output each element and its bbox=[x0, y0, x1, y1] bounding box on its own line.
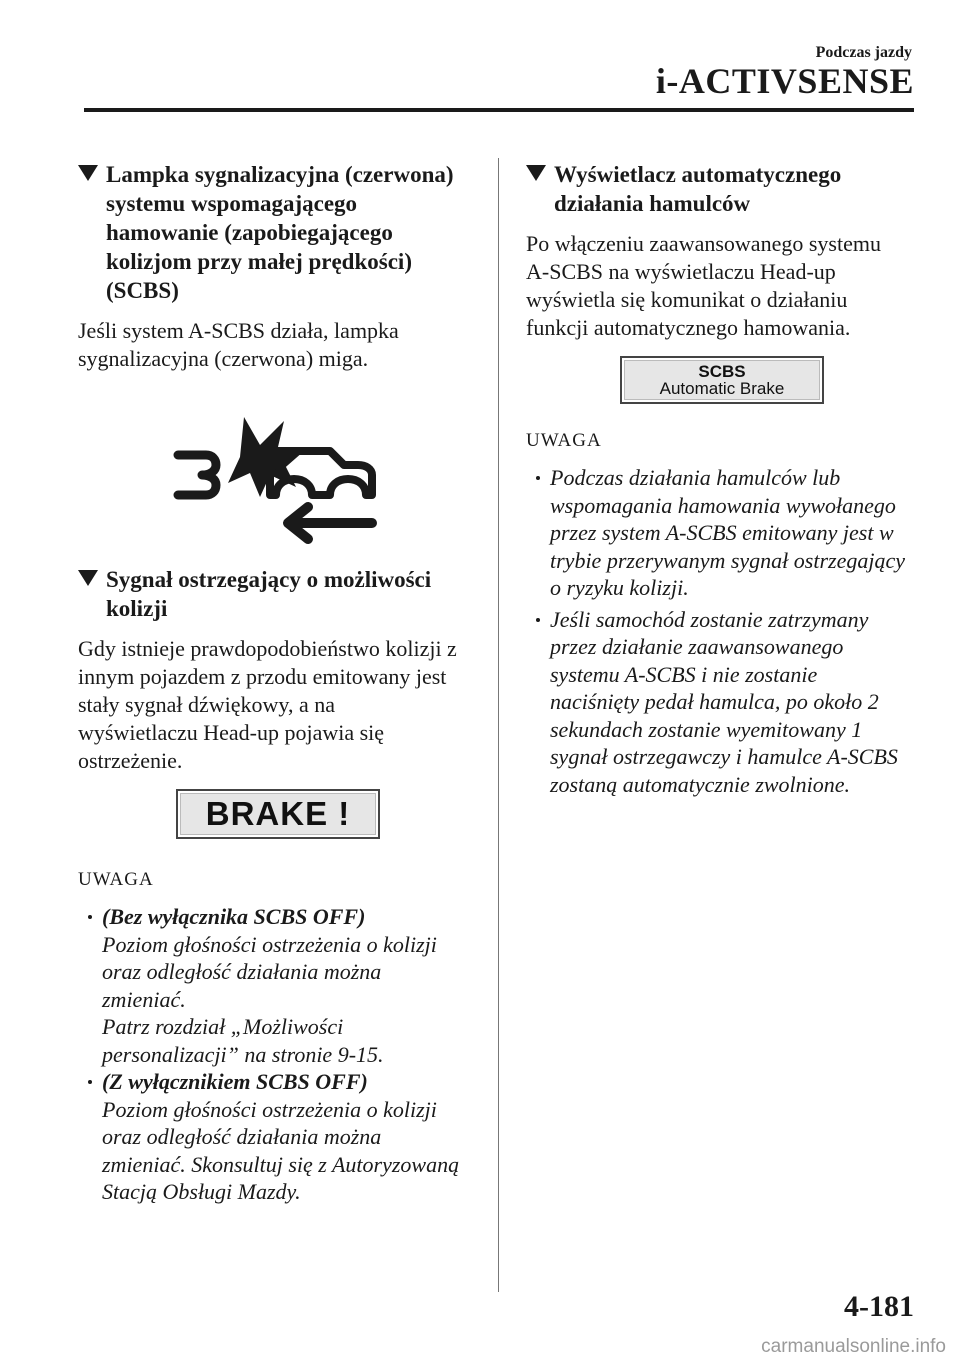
note-item bbox=[78, 1068, 478, 1206]
text-line: Po włączeniu zaawansowanego systemu bbox=[526, 231, 881, 256]
scbs-display-line2: Automatic Brake bbox=[659, 379, 785, 398]
heading-line: kolizji bbox=[106, 596, 168, 621]
note-item bbox=[526, 606, 918, 799]
text-line: innym pojazdem z przodu emitowany jest bbox=[78, 664, 447, 689]
text-line: wyświetlaczu Head-up pojawia się bbox=[78, 720, 385, 745]
header-title: i-ACTIVSENSE bbox=[655, 61, 914, 101]
note-item-title: (Bez wyłącznika SCBS OFF) bbox=[102, 904, 366, 929]
warning-light-figure bbox=[78, 387, 478, 537]
text-line: oraz odległość działania można bbox=[102, 959, 382, 984]
text-line: personalizacji” na stronie 9-15. bbox=[102, 1041, 384, 1067]
text-line: o ryzyku kolizji. bbox=[550, 575, 689, 600]
text-line: sygnał ostrzegawczy i hamulce A-SCBS bbox=[550, 744, 898, 769]
text-line: Gdy istnieje prawdopodobieństwo kolizji z bbox=[78, 636, 457, 661]
text-line: oraz odległość działania można bbox=[102, 1124, 382, 1149]
bullet-dot bbox=[536, 476, 540, 480]
heading-collision-warning bbox=[78, 565, 478, 623]
note-item bbox=[526, 464, 918, 602]
heading-scbs-light bbox=[78, 160, 478, 305]
note-item bbox=[78, 903, 478, 1068]
left-column bbox=[78, 160, 478, 1206]
text-line: ostrzeżenie. bbox=[78, 748, 183, 773]
text-line: systemu A-SCBS i nie zostanie bbox=[550, 661, 818, 687]
text-line: zmieniać. Skonsultuj się z Autoryzowaną bbox=[102, 1151, 460, 1177]
heading-line: kolizjom przy małej prędkości) bbox=[106, 249, 412, 274]
triangle-down-icon bbox=[526, 165, 546, 181]
note-title: UWAGA bbox=[78, 869, 154, 890]
text-line: Poziom głośności ostrzeżenia o kolizji bbox=[102, 931, 437, 957]
column-divider bbox=[498, 158, 499, 1292]
text-line: Jeśli system A-SCBS działa, lampka bbox=[78, 318, 399, 343]
text-line: sygnalizacyjna (czerwona) miga. bbox=[78, 346, 369, 371]
text-line: zostaną automatycznie zwolnione. bbox=[550, 771, 851, 797]
text-line: przez działanie zaawansowanego bbox=[550, 634, 844, 659]
bullet-dot bbox=[88, 915, 92, 919]
scbs-warning-light-icon bbox=[172, 395, 392, 545]
header-section: Podczas jazdy bbox=[815, 44, 912, 61]
scbs-display-line1: SCBS bbox=[698, 362, 746, 381]
note-list bbox=[526, 464, 918, 798]
heading-line: działania hamulców bbox=[554, 191, 751, 216]
triangle-down-icon bbox=[78, 165, 98, 181]
text-line: wspomagania hamowania wywołanego bbox=[550, 492, 896, 518]
heading-auto-brake bbox=[526, 160, 918, 218]
scbs-display bbox=[620, 356, 824, 404]
text-line: naciśnięty pedał hamulca, po około 2 bbox=[550, 689, 879, 714]
brake-display: BRAKE ! bbox=[176, 789, 380, 839]
text-line: funkcji automatycznego hamowania. bbox=[526, 315, 851, 340]
text-line: Stacją Obsługi Mazdy. bbox=[102, 1179, 301, 1204]
note-list bbox=[78, 903, 478, 1206]
heading-line: Sygnał ostrzegający o możliwości bbox=[106, 567, 432, 592]
header-rule bbox=[84, 108, 914, 112]
paragraph-warning bbox=[78, 635, 478, 775]
text-line: Poziom głośności ostrzeżenia o kolizji bbox=[102, 1096, 437, 1122]
text-line: sekundach zostanie wyemitowany 1 bbox=[550, 716, 863, 742]
page-number: 4-181 bbox=[844, 1290, 914, 1323]
text-line: zmieniać. bbox=[102, 986, 186, 1012]
paragraph-auto-brake bbox=[526, 230, 918, 342]
heading-line: (SCBS) bbox=[106, 278, 179, 303]
triangle-down-icon bbox=[78, 570, 98, 586]
note-item-title: (Z wyłącznikiem SCBS OFF) bbox=[102, 1069, 368, 1094]
text-line: A-SCBS na wyświetlaczu Head-up bbox=[526, 259, 836, 284]
bullet-dot bbox=[88, 1080, 92, 1084]
text-line: stały sygnał dźwiękowy, a na bbox=[78, 692, 336, 717]
text-line: trybie przerywanym sygnał ostrzegający bbox=[550, 547, 905, 573]
heading-line: hamowanie (zapobiegającego bbox=[106, 220, 393, 245]
paragraph-light bbox=[78, 317, 478, 373]
watermark: carmanualsonline.info bbox=[761, 1336, 946, 1357]
text-line: Patrz rozdział „Możliwości bbox=[102, 1014, 344, 1039]
heading-line: Wyświetlacz automatycznego bbox=[554, 162, 842, 187]
note-title: UWAGA bbox=[526, 430, 602, 451]
text-line: Podczas działania hamulców lub bbox=[550, 465, 841, 490]
right-column bbox=[526, 160, 918, 798]
heading-line: Lampka sygnalizacyjna (czerwona) bbox=[106, 162, 454, 187]
bullet-dot bbox=[536, 618, 540, 622]
text-line: Jeśli samochód zostanie zatrzymany bbox=[550, 606, 869, 632]
text-line: wyświetla się komunikat o działaniu bbox=[526, 287, 848, 312]
heading-line: systemu wspomagającego bbox=[106, 191, 358, 216]
text-line: przez system A-SCBS emitowany jest w bbox=[550, 520, 894, 545]
